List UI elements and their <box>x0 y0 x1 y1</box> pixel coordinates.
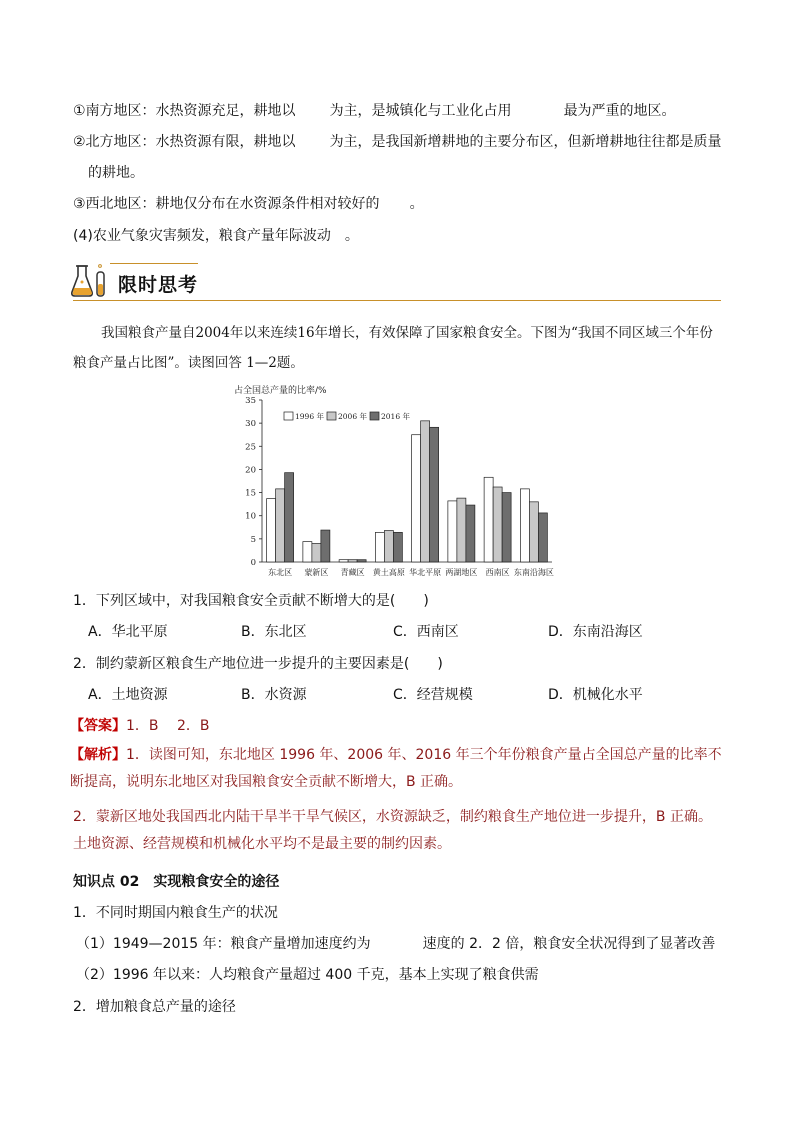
item-text: （1）1949—2015 年：粮食产量增加速度约为 <box>76 936 371 952</box>
answer-line <box>70 717 209 735</box>
bar <box>466 505 475 562</box>
note-text: ①南方地区：水热资源充足，耕地以 <box>73 103 296 119</box>
lab-flask-icon <box>70 262 110 298</box>
bar <box>493 487 502 562</box>
bar <box>520 489 529 562</box>
x-tick-label: 青藏区 <box>340 568 365 577</box>
x-tick-label: 两湖地区 <box>445 568 478 577</box>
answer-label: 【答案】 <box>70 718 126 734</box>
analysis-paragraph-1 <box>70 742 722 796</box>
note-text: 为主，是城镇化与工业化占用 <box>329 103 512 119</box>
y-tick-label: 35 <box>245 396 256 406</box>
question-2-options <box>88 686 643 704</box>
bar <box>312 543 321 562</box>
option[interactable]: D．东南沿海区 <box>548 624 643 640</box>
y-tick-label: 25 <box>245 442 256 453</box>
y-tick-label: 30 <box>245 419 256 430</box>
y-tick-label: 5 <box>250 534 256 545</box>
note-text: 最为严重的地区。 <box>563 103 676 119</box>
bar <box>448 501 457 562</box>
x-tick-label: 蒙新区 <box>304 568 329 577</box>
option[interactable]: A．华北平原 <box>88 624 168 640</box>
x-tick-label: 华北平原 <box>409 568 442 577</box>
note-text: 为主，是我国新增耕地的主要分布区，但新增耕地往往都是质量 <box>329 134 722 150</box>
section-divider <box>73 300 721 301</box>
analysis-paragraph-2: 2．蒙新区地处我国西北内陆干旱半干旱气候区，水资源缺乏，制约粮食生产地位进一步提升，B 正确。土地资源、经营规模和机械化水平均不是最主要的制约因素。 <box>73 809 712 852</box>
legend-label: 2006 年 <box>338 412 367 421</box>
note-text: ②北方地区：水热资源有限，耕地以 <box>73 134 296 150</box>
x-tick-label: 西南区 <box>485 568 510 577</box>
item-text: 速度的 2．2 倍，粮食安全状况得到了显著改善 <box>422 936 716 952</box>
y-axis-title: 占全国总产量的比率/% <box>234 386 327 396</box>
option[interactable]: C．经营规模 <box>393 687 473 703</box>
subsection-1-item-2: （2）1996 年以来：人均粮食产量超过 400 千克，基本上实现了粮食供需 <box>76 967 539 983</box>
option[interactable]: C．西南区 <box>393 624 459 640</box>
bar <box>421 421 430 562</box>
bar <box>393 532 402 562</box>
question-intro: 我国粮食产量自2004年以来连续16年增长，有效保障了国家粮食安全。下图为“我国不同区域三个年份粮食产量占比图”。读图回答 1—2题。 <box>73 325 713 371</box>
option[interactable]: D．机械化水平 <box>548 687 643 703</box>
legend-swatch <box>327 412 336 420</box>
analysis-label: 【解析】 <box>70 747 126 763</box>
option[interactable]: A．土地资源 <box>88 687 168 703</box>
note-text: ③西北地区：耕地仅分布在水资源条件相对较好的 <box>73 196 380 212</box>
y-tick-label: 15 <box>245 488 256 499</box>
bar <box>285 473 294 562</box>
grain-share-bar-chart <box>234 384 558 580</box>
section-title: 限时思考 <box>118 274 199 296</box>
bar <box>375 532 384 562</box>
subsection-1-title: 1．不同时期国内粮食生产的状况 <box>73 905 278 921</box>
analysis-text: 1．读图可知，东北地区 1996 年、2006 年、2016 年三个年份粮食产量占全国总产量的比率不断提高，说明东北地区对我国粮食安全贡献不断增大，B 正确。 <box>70 747 722 790</box>
legend-label: 1996 年 <box>295 412 324 421</box>
question-1-options <box>88 623 643 641</box>
question-2-stem: 2．制约蒙新区粮食生产地位进一步提升的主要因素是( ) <box>73 656 443 672</box>
bar <box>339 560 348 562</box>
option[interactable]: B．水资源 <box>241 687 307 703</box>
bar <box>357 560 366 562</box>
legend-label: 2016 年 <box>381 412 410 421</box>
note-text: 。 <box>344 228 359 244</box>
bar <box>484 477 493 562</box>
bar <box>384 531 393 562</box>
note-north-cont <box>88 164 144 182</box>
question-1-stem: 1．下列区域中，对我国粮食安全贡献不断增大的是( ) <box>73 593 429 609</box>
y-tick-label: 10 <box>245 511 256 522</box>
note-northwest <box>73 195 424 213</box>
note-north <box>73 133 722 151</box>
bar <box>303 542 312 562</box>
bar <box>538 513 547 562</box>
note-item4 <box>73 227 359 245</box>
heading-decor-line <box>110 263 198 264</box>
x-tick-label: 东北区 <box>268 568 293 577</box>
y-tick-label: 0 <box>250 558 256 568</box>
bar <box>430 427 439 562</box>
subsection-1-item-1 <box>76 935 715 953</box>
bar <box>267 499 276 562</box>
bar <box>321 530 330 562</box>
bar <box>529 502 538 562</box>
bar <box>276 489 285 562</box>
note-text: (4)农业气象灾害频发，粮食产量年际波动 <box>73 228 331 244</box>
note-text: 的耕地。 <box>88 165 144 181</box>
note-south <box>73 102 676 120</box>
y-tick-label: 20 <box>245 465 256 476</box>
bar <box>412 435 421 562</box>
legend-swatch <box>370 412 379 420</box>
subsection-2-title: 2．增加粮食总产量的途径 <box>73 999 236 1015</box>
bar <box>457 498 466 562</box>
x-tick-label: 东南沿海区 <box>513 568 554 577</box>
note-text: 。 <box>409 196 424 212</box>
option[interactable]: B．东北区 <box>241 624 307 640</box>
x-tick-label: 黄土高原 <box>372 568 405 577</box>
bar <box>502 493 511 562</box>
answer-text: 1．B 2．B <box>126 718 210 734</box>
knowledge-point-title: 知识点 02 实现粮食安全的途径 <box>73 874 280 890</box>
bar <box>348 560 357 562</box>
legend-swatch <box>284 412 293 420</box>
